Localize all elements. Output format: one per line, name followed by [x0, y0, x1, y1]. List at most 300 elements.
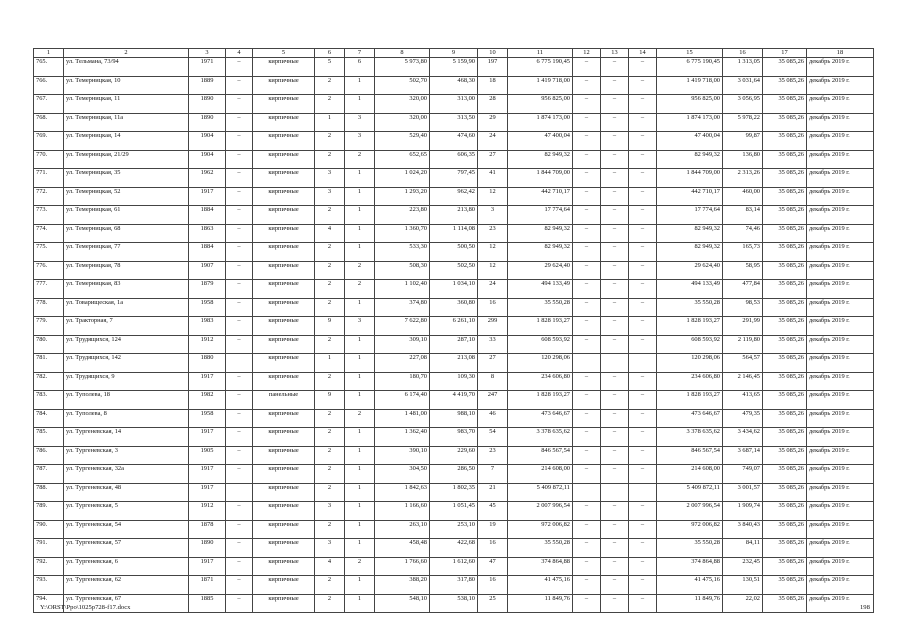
table-cell: 180,70 — [375, 372, 430, 391]
table-cell: – — [573, 520, 601, 539]
table-cell: 538,10 — [430, 594, 478, 613]
header-cell: 5 — [253, 49, 315, 58]
table-cell: ул. Тургеневская, 6 — [64, 557, 189, 576]
table-cell: – — [629, 594, 657, 613]
table-cell: 5 978,22 — [723, 113, 763, 132]
table-cell: 1917 — [189, 483, 226, 502]
table-cell: 2 007 996,54 — [508, 502, 573, 521]
table-row — [34, 483, 874, 502]
table-cell: 773. — [34, 206, 64, 225]
table-cell: 35 085,26 — [763, 298, 807, 317]
table-cell: 1 419 718,00 — [657, 76, 723, 95]
table-cell: 787. — [34, 465, 64, 484]
table-cell: – — [573, 317, 601, 336]
table-cell: – — [226, 391, 253, 410]
table-cell: ул. Тургеневская, 3 — [64, 446, 189, 465]
table-cell: 35 085,26 — [763, 335, 807, 354]
table-cell: 1 — [345, 95, 375, 114]
table-cell: 35 085,26 — [763, 557, 807, 576]
table-cell: – — [629, 132, 657, 151]
table-cell: 608 593,92 — [508, 335, 573, 354]
table-cell: 82 949,32 — [657, 224, 723, 243]
table-cell: 793. — [34, 576, 64, 595]
table-cell: 23 — [478, 224, 508, 243]
table-cell: 6 775 190,45 — [657, 58, 723, 77]
table-cell: 1 — [345, 520, 375, 539]
table-cell: 652,65 — [375, 150, 430, 169]
table-cell: 223,80 — [375, 206, 430, 225]
table-cell: кирпичные — [253, 187, 315, 206]
table-cell: – — [226, 520, 253, 539]
table-cell: 27 — [478, 354, 508, 373]
table-cell: 84,11 — [723, 539, 763, 558]
table-cell: 54 — [478, 428, 508, 447]
table-cell: 2 007 996,54 — [657, 502, 723, 521]
table-cell: 35 085,26 — [763, 243, 807, 262]
table-cell: декабрь 2019 г. — [807, 520, 874, 539]
table-cell: 1912 — [189, 335, 226, 354]
table-cell: 502,50 — [430, 261, 478, 280]
table-cell: 1 — [345, 372, 375, 391]
table-cell: 1 — [345, 76, 375, 95]
header-cell: 12 — [573, 49, 601, 58]
table-cell: 442 710,17 — [657, 187, 723, 206]
table-cell: ул. Трудящихся, 124 — [64, 335, 189, 354]
registry-table — [33, 48, 874, 613]
table-cell: 35 085,26 — [763, 224, 807, 243]
table-cell: 3 031,64 — [723, 76, 763, 95]
table-cell: – — [601, 539, 629, 558]
table-cell: 1 — [345, 502, 375, 521]
table-row — [34, 335, 874, 354]
table-row — [34, 224, 874, 243]
table-cell: – — [629, 502, 657, 521]
table-cell: кирпичные — [253, 280, 315, 299]
table-cell: – — [629, 372, 657, 391]
table-cell: 784. — [34, 409, 64, 428]
table-cell: – — [573, 132, 601, 151]
table-cell: – — [226, 132, 253, 151]
table-cell: 1880 — [189, 354, 226, 373]
table-cell: 2 313,26 — [723, 169, 763, 188]
table-cell — [629, 483, 657, 502]
table-cell: 1 — [345, 539, 375, 558]
header-cell: 10 — [478, 49, 508, 58]
table-cell: кирпичные — [253, 169, 315, 188]
table-cell: – — [601, 132, 629, 151]
table-cell: 765. — [34, 58, 64, 77]
table-cell: – — [601, 76, 629, 95]
table-cell: 2 — [315, 520, 345, 539]
table-cell: 1 — [345, 187, 375, 206]
table-cell: декабрь 2019 г. — [807, 539, 874, 558]
table-cell: 2 — [315, 446, 345, 465]
table-cell: – — [573, 280, 601, 299]
table-cell: 2 — [315, 335, 345, 354]
table-cell: 1863 — [189, 224, 226, 243]
table-cell: – — [629, 539, 657, 558]
table-cell: 782. — [34, 372, 64, 391]
table-cell: – — [601, 261, 629, 280]
table-cell: 313,50 — [430, 113, 478, 132]
table-cell: 1 293,20 — [375, 187, 430, 206]
table-cell: – — [601, 502, 629, 521]
table-cell: – — [573, 95, 601, 114]
table-cell: – — [601, 150, 629, 169]
table-cell: 1 842,63 — [375, 483, 430, 502]
table-cell: 783. — [34, 391, 64, 410]
table-cell: 46 — [478, 409, 508, 428]
table-cell: 1 909,74 — [723, 502, 763, 521]
table-cell: – — [226, 502, 253, 521]
table-cell: 130,51 — [723, 576, 763, 595]
table-cell: – — [226, 187, 253, 206]
table-cell: 35 550,28 — [657, 298, 723, 317]
table-cell: кирпичные — [253, 428, 315, 447]
table-cell: декабрь 2019 г. — [807, 502, 874, 521]
table-cell: 82 949,32 — [657, 243, 723, 262]
table-cell: 12 — [478, 261, 508, 280]
table-cell: 1917 — [189, 465, 226, 484]
table-cell: 1 874 173,00 — [657, 113, 723, 132]
table-cell: 533,30 — [375, 243, 430, 262]
table-cell: декабрь 2019 г. — [807, 391, 874, 410]
table-cell: ул. Темерницкая, 78 — [64, 261, 189, 280]
table-cell: – — [629, 187, 657, 206]
table-cell: 317,80 — [430, 576, 478, 595]
table-cell: 109,30 — [430, 372, 478, 391]
table-cell: – — [601, 520, 629, 539]
table-cell: – — [601, 298, 629, 317]
table-cell: ул. Трудящихся, 9 — [64, 372, 189, 391]
table-cell: – — [573, 76, 601, 95]
table-cell: 2 — [315, 76, 345, 95]
table-cell: – — [226, 576, 253, 595]
table-cell: 35 085,26 — [763, 261, 807, 280]
table-cell: 299 — [478, 317, 508, 336]
table-row — [34, 391, 874, 410]
table-cell: 1971 — [189, 58, 226, 77]
table-row — [34, 502, 874, 521]
table-cell: 24 — [478, 280, 508, 299]
table-cell: ул. Темерницкая, 10 — [64, 76, 189, 95]
table-cell: – — [226, 206, 253, 225]
table-cell: ул. Тургеневская, 54 — [64, 520, 189, 539]
table-cell: ул. Тургеневская, 32а — [64, 465, 189, 484]
table-cell: 564,57 — [723, 354, 763, 373]
table-cell: – — [226, 58, 253, 77]
table-cell: 789. — [34, 502, 64, 521]
table-cell: 21 — [478, 483, 508, 502]
table-row — [34, 520, 874, 539]
table-cell: 780. — [34, 335, 64, 354]
table-cell: 2 — [315, 372, 345, 391]
table-cell: 3 — [315, 187, 345, 206]
table-cell: кирпичные — [253, 95, 315, 114]
table-cell: – — [573, 261, 601, 280]
table-cell: 35 085,26 — [763, 391, 807, 410]
table-cell: 1 — [345, 576, 375, 595]
table-cell: 3 687,14 — [723, 446, 763, 465]
table-cell: – — [601, 594, 629, 613]
table-cell: кирпичные — [253, 502, 315, 521]
table-cell: – — [601, 557, 629, 576]
table-cell: – — [573, 446, 601, 465]
table-cell: – — [629, 557, 657, 576]
table-cell: 956 825,00 — [657, 95, 723, 114]
table-cell: ул. Темерницкая, 14 — [64, 132, 189, 151]
table-cell: 35 550,28 — [508, 539, 573, 558]
table-cell: 12 — [478, 187, 508, 206]
table-cell: декабрь 2019 г. — [807, 576, 874, 595]
table-cell: 19 — [478, 520, 508, 539]
table-cell: 41 — [478, 169, 508, 188]
table-cell: 1884 — [189, 206, 226, 225]
table-cell: ул. Темерницкая, 11а — [64, 113, 189, 132]
header-cell: 11 — [508, 49, 573, 58]
table-cell: – — [629, 576, 657, 595]
table-cell: 320,00 — [375, 95, 430, 114]
table-cell: 781. — [34, 354, 64, 373]
table-cell: 1 051,45 — [430, 502, 478, 521]
table-cell: 4 419,70 — [430, 391, 478, 410]
table-cell: декабрь 2019 г. — [807, 206, 874, 225]
table-cell: 136,80 — [723, 150, 763, 169]
table-cell: 27 — [478, 150, 508, 169]
table-cell: декабрь 2019 г. — [807, 428, 874, 447]
table-row — [34, 298, 874, 317]
table-cell: 24 — [478, 132, 508, 151]
table-cell: 1890 — [189, 539, 226, 558]
table-cell: – — [629, 113, 657, 132]
table-row — [34, 113, 874, 132]
table-cell: – — [573, 187, 601, 206]
table-cell: 1 360,70 — [375, 224, 430, 243]
table-cell: 606,35 — [430, 150, 478, 169]
table-cell: 548,10 — [375, 594, 430, 613]
table-cell: – — [601, 446, 629, 465]
table-cell: – — [601, 169, 629, 188]
table-cell: 83,14 — [723, 206, 763, 225]
table-cell: 1879 — [189, 280, 226, 299]
table-cell: кирпичные — [253, 539, 315, 558]
table-cell: 473 646,67 — [508, 409, 573, 428]
table-cell: ул. Темерницкая, 21/29 — [64, 150, 189, 169]
table-cell: – — [601, 243, 629, 262]
table-cell: кирпичные — [253, 446, 315, 465]
table-cell: 1 — [345, 243, 375, 262]
table-cell: ул. Туполева, 8 — [64, 409, 189, 428]
table-cell: 214 608,00 — [657, 465, 723, 484]
table-cell: – — [226, 169, 253, 188]
table-cell: 785. — [34, 428, 64, 447]
table-cell: 12 — [478, 243, 508, 262]
table-cell: 1 — [315, 113, 345, 132]
table-cell: кирпичные — [253, 594, 315, 613]
table-row — [34, 150, 874, 169]
table-row — [34, 243, 874, 262]
table-cell: – — [573, 113, 601, 132]
table-cell: 500,50 — [430, 243, 478, 262]
table-cell: 1 034,10 — [430, 280, 478, 299]
table-cell: ул. Темерницкая, 68 — [64, 224, 189, 243]
table-cell: 6 174,40 — [375, 391, 430, 410]
table-body — [34, 58, 874, 613]
table-cell: 1890 — [189, 95, 226, 114]
table-cell: 98,53 — [723, 298, 763, 317]
table-cell: 1917 — [189, 372, 226, 391]
header-cell: 6 — [315, 49, 345, 58]
table-cell: – — [226, 298, 253, 317]
table-cell: 790. — [34, 520, 64, 539]
table-cell: 846 567,54 — [657, 446, 723, 465]
table-cell: 2 — [345, 280, 375, 299]
table-cell: ул. Темерницкая, 52 — [64, 187, 189, 206]
table-cell: 3 378 635,62 — [657, 428, 723, 447]
table-row — [34, 95, 874, 114]
table-cell: декабрь 2019 г. — [807, 465, 874, 484]
table-cell: – — [629, 243, 657, 262]
table-cell: 234 606,80 — [508, 372, 573, 391]
table-cell: 788. — [34, 483, 64, 502]
table-cell: декабрь 2019 г. — [807, 243, 874, 262]
table-row — [34, 280, 874, 299]
table-cell: 29 624,40 — [508, 261, 573, 280]
table-cell: ул. Туполева, 18 — [64, 391, 189, 410]
table-cell: – — [226, 261, 253, 280]
table-cell: – — [226, 594, 253, 613]
table-cell: 1 844 709,00 — [508, 169, 573, 188]
table-cell: – — [629, 446, 657, 465]
table-cell: 5 409 872,11 — [657, 483, 723, 502]
table-cell: 422,68 — [430, 539, 478, 558]
table-cell: 35 085,26 — [763, 58, 807, 77]
table-cell — [629, 354, 657, 373]
table-cell: 962,42 — [430, 187, 478, 206]
table-cell: панельные — [253, 391, 315, 410]
table-cell: – — [226, 113, 253, 132]
table-cell: декабрь 2019 г. — [807, 95, 874, 114]
table-cell: – — [573, 169, 601, 188]
header-cell: 3 — [189, 49, 226, 58]
table-cell: 1962 — [189, 169, 226, 188]
table-cell: кирпичные — [253, 520, 315, 539]
table-cell: кирпичные — [253, 483, 315, 502]
table-cell: 7 — [478, 465, 508, 484]
table-cell: 2 — [315, 465, 345, 484]
table-cell: – — [573, 58, 601, 77]
table-cell: 28 — [478, 95, 508, 114]
table-cell: 2 — [315, 150, 345, 169]
table-cell: 2 — [315, 261, 345, 280]
table-cell: – — [226, 557, 253, 576]
table-cell: 846 567,54 — [508, 446, 573, 465]
table-cell: – — [226, 539, 253, 558]
table-cell: 1 313,05 — [723, 58, 763, 77]
table-cell: 35 085,26 — [763, 76, 807, 95]
table-cell: 374 864,88 — [657, 557, 723, 576]
table-cell: 16 — [478, 576, 508, 595]
table-cell: 1 766,60 — [375, 557, 430, 576]
table-cell: декабрь 2019 г. — [807, 113, 874, 132]
table-cell: 6 775 190,45 — [508, 58, 573, 77]
table-cell: 3 434,62 — [723, 428, 763, 447]
table-cell: – — [573, 539, 601, 558]
table-cell: – — [629, 298, 657, 317]
table-cell: 35 085,26 — [763, 428, 807, 447]
table-cell: декабрь 2019 г. — [807, 132, 874, 151]
header-cell: 1 — [34, 49, 64, 58]
table-cell: 11 849,76 — [508, 594, 573, 613]
header-cell: 8 — [375, 49, 430, 58]
table-cell: 1 — [345, 354, 375, 373]
table-cell: 766. — [34, 76, 64, 95]
table-cell: ул. Темерницкая, 11 — [64, 95, 189, 114]
table-cell: 494 133,49 — [657, 280, 723, 299]
table-cell: 1871 — [189, 576, 226, 595]
table-cell: 1 — [345, 335, 375, 354]
table-cell: кирпичные — [253, 150, 315, 169]
table-cell: 253,10 — [430, 520, 478, 539]
table-cell: 388,20 — [375, 576, 430, 595]
table-cell: декабрь 2019 г. — [807, 409, 874, 428]
table-cell: – — [601, 95, 629, 114]
table-cell — [226, 354, 253, 373]
table-cell: 797,45 — [430, 169, 478, 188]
table-row — [34, 576, 874, 595]
table-cell: 35 085,26 — [763, 95, 807, 114]
table-cell: 120 298,06 — [657, 354, 723, 373]
table-cell: 35 085,26 — [763, 372, 807, 391]
table-cell: 2 — [345, 150, 375, 169]
table-cell: кирпичные — [253, 372, 315, 391]
table-cell: – — [629, 76, 657, 95]
table-cell: 232,45 — [723, 557, 763, 576]
table-cell: декабрь 2019 г. — [807, 317, 874, 336]
table-row — [34, 132, 874, 151]
table-cell: 82 949,32 — [657, 150, 723, 169]
registry-table-container — [33, 48, 873, 613]
table-cell: 5 — [315, 58, 345, 77]
table-cell: 2 — [315, 243, 345, 262]
table-cell: 58,95 — [723, 261, 763, 280]
table-cell: 1 — [345, 446, 375, 465]
table-cell: 1 828 193,27 — [508, 317, 573, 336]
table-cell: 2 — [315, 206, 345, 225]
table-cell: – — [226, 76, 253, 95]
table-cell: кирпичные — [253, 298, 315, 317]
table-cell — [573, 483, 601, 502]
table-cell: 2 — [345, 557, 375, 576]
table-cell: 82 949,32 — [508, 150, 573, 169]
table-cell: 304,50 — [375, 465, 430, 484]
table-cell: 786. — [34, 446, 64, 465]
table-cell: кирпичные — [253, 465, 315, 484]
table-cell: 1885 — [189, 594, 226, 613]
table-cell: – — [601, 280, 629, 299]
table-cell: 1912 — [189, 502, 226, 521]
table-cell: 33 — [478, 335, 508, 354]
page-number: 198 — [860, 604, 870, 611]
table-cell: – — [573, 502, 601, 521]
table-cell: 972 006,82 — [508, 520, 573, 539]
header-cell: 17 — [763, 49, 807, 58]
table-cell: 35 085,26 — [763, 317, 807, 336]
table-cell: ул. Тургеневская, 14 — [64, 428, 189, 447]
table-cell: 5 409 872,11 — [508, 483, 573, 502]
table-cell: – — [226, 224, 253, 243]
table-cell: ул. Тургеневская, 5 — [64, 502, 189, 521]
